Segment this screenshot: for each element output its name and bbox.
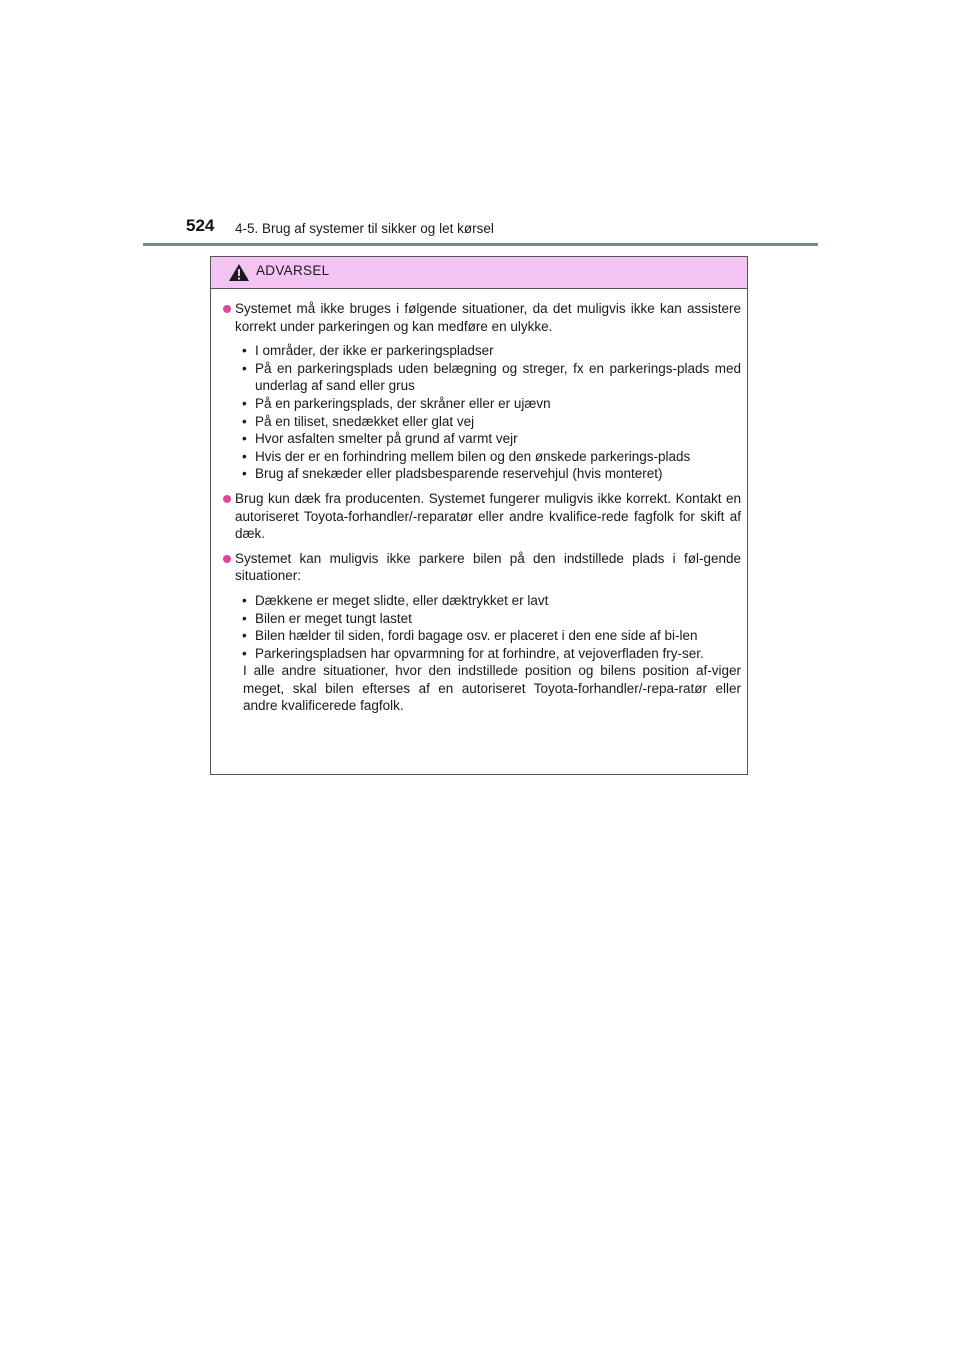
list-item: • På en parkeringsplads, der skråner eller er ujævn [242,395,551,411]
list-item: • Dækkene er meget slidte, eller dæktrykket er lavt [242,592,549,608]
sublist [223,592,741,662]
section-title: 4-5. Brug af systemer til sikker og let kørsel [235,221,494,236]
bullet-dot-icon [223,495,231,503]
list-item: • I områder, der ikke er parkeringspladser [242,343,494,359]
list-item: • Brug af snekæder eller pladsbesparende reservehjul (hvis monteret) [242,466,663,482]
bullet-dot-icon [223,305,231,313]
list-item: • Bilen hælder til siden, fordi bagage osv. er placeret i den ene side af bi-len [242,628,698,644]
warning-item [223,550,741,585]
warning-header [211,257,747,289]
list-item: • På en tiliset, snedækket eller glat vej [242,413,475,429]
warning-item [223,300,741,335]
warning-item-text: Brug kun dæk fra producenten. Systemet fungerer muligvis ikke korrekt. Kontakt en autoriseret Toyota-forhandler/-reparatør eller andre kvalifice-rede fagfolk for skift af dæk. [235,490,741,542]
warning-box [210,256,748,775]
closing-paragraph: I alle andre situationer, hvor den indstillede position og bilens position af-viger meget, skal bilen efterses af en autoriseret Toyota-forhandler/-repa-ratør eller andre kvalificerede fagfolk. [243,663,741,714]
list-item: • Hvor asfalten smelter på grund af varmt vejr [242,431,518,447]
bullet-dot-icon [223,555,231,563]
page-number: 524 [186,216,215,235]
header-divider [143,243,818,246]
warning-item [223,490,741,543]
list-item: • Bilen er meget tungt lastet [242,610,412,626]
warning-title: ADVARSEL [256,263,330,278]
list-item: • Hvis der er en forhindring mellem bilen og den ønskede parkerings-plads [242,448,691,464]
warning-item-text: Systemet kan muligvis ikke parkere bilen på den indstillede plads i føl-gende situationer: [235,550,741,584]
sublist [223,342,741,483]
warning-item-text: Systemet må ikke bruges i følgende situationer, da det muligvis ikke kan assistere korrekt under parkeringen og kan medføre en ulykke. [235,301,741,334]
warning-body [211,289,747,715]
list-item: • På en parkeringsplads uden belægning og streger, fx en parkerings-plads med underlag af sand eller grus [242,360,741,394]
list-item: • Parkeringspladsen har opvarmning for at forhindre, at vejoverfladen fry-ser. [242,645,704,661]
warning-triangle-icon [228,263,250,282]
